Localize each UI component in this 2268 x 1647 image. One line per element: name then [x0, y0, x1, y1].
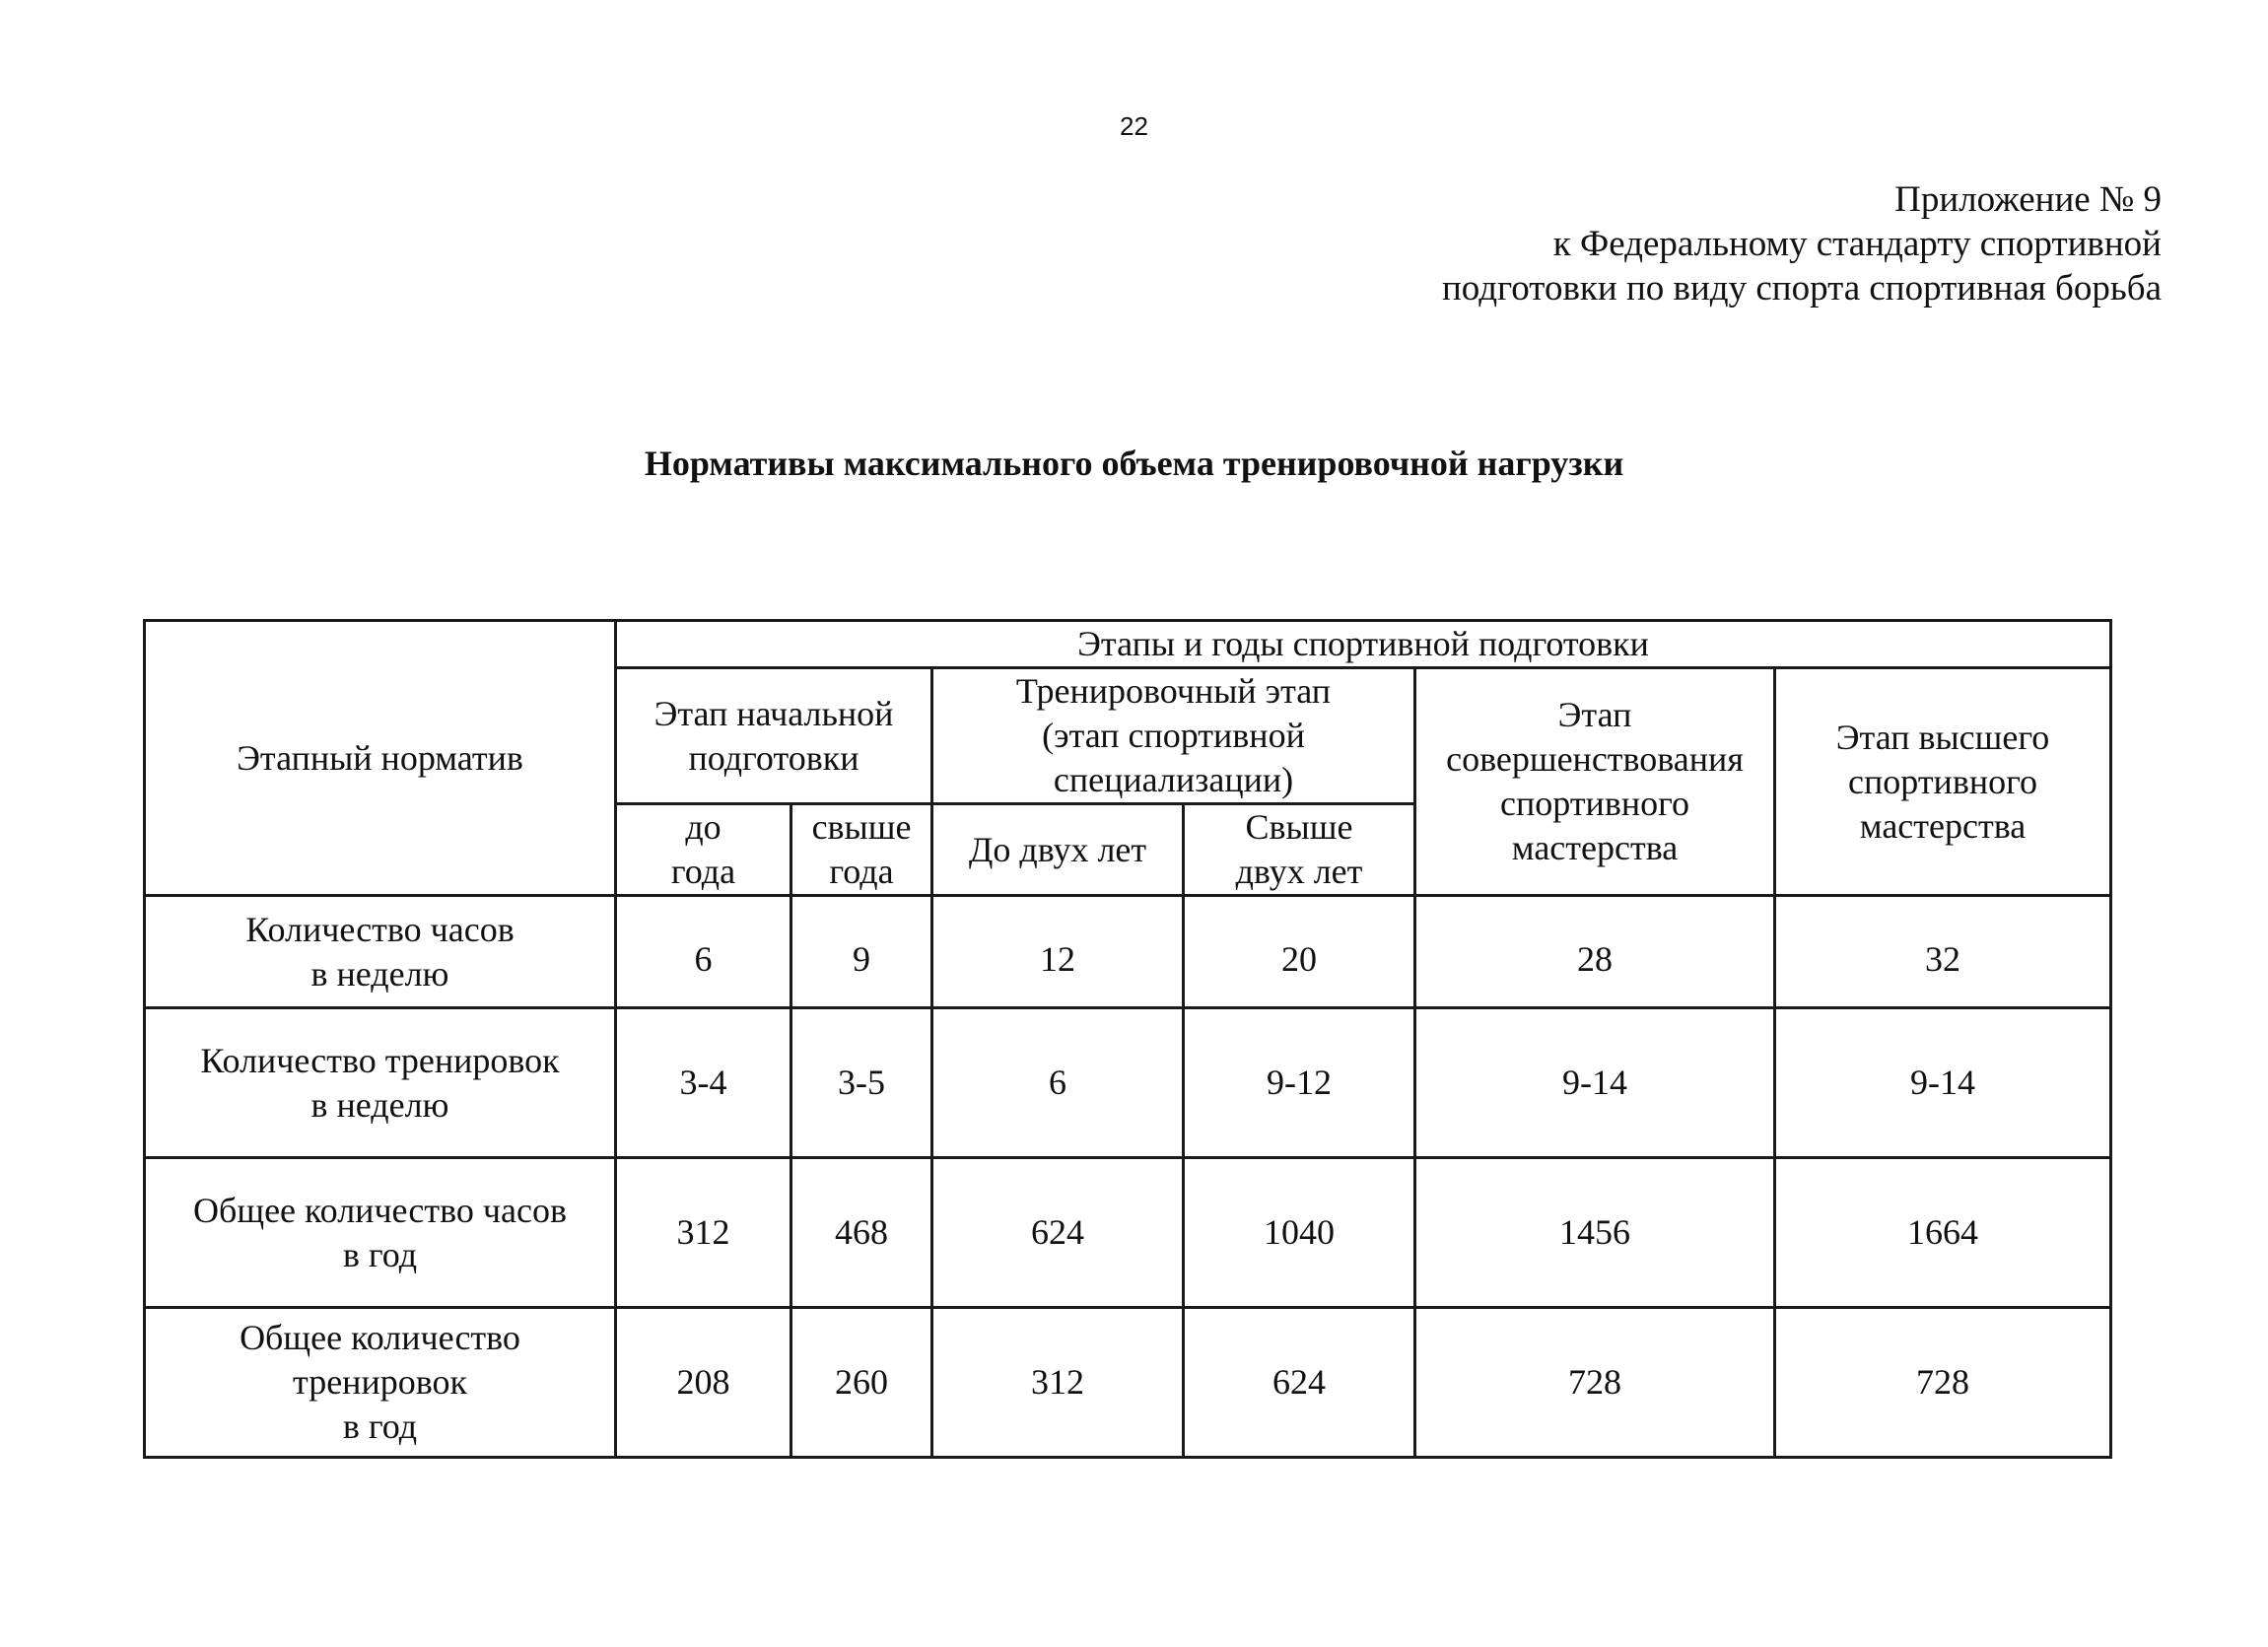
- appendix-line-2: к Федеральному стандарту спортивной: [1552, 224, 2162, 264]
- norms-table: [143, 619, 2112, 1459]
- table-cell: 3-4: [616, 1008, 791, 1158]
- table-cell: 728: [1415, 1308, 1775, 1458]
- header-up-to-two-years: До двух лет: [932, 804, 1184, 896]
- table-cell: 6: [932, 1008, 1184, 1158]
- row-label: Количество тренировок в неделю: [145, 1008, 616, 1158]
- header-improvement-stage: Этап совершенствования спортивного мастерства: [1415, 668, 1775, 896]
- header-stage-norm: Этапный норматив: [145, 621, 616, 896]
- document-title: Нормативы максимального объема тренировочной нагрузки: [644, 444, 1624, 483]
- header-up-to-year: до года: [616, 804, 791, 896]
- row-label: Общее количество часов в год: [145, 1158, 616, 1308]
- table-cell: 728: [1775, 1308, 2111, 1458]
- table-cell: 468: [791, 1158, 932, 1308]
- table-cell: 624: [1184, 1308, 1415, 1458]
- appendix-line-3: подготовки по виду спорта спортивная борьба: [1441, 268, 2162, 309]
- table-cell: 9-14: [1415, 1008, 1775, 1158]
- header-higher-mastery-stage: Этап высшего спортивного мастерства: [1775, 668, 2111, 896]
- table-cell: 1040: [1184, 1158, 1415, 1308]
- table-cell: 208: [616, 1308, 791, 1458]
- table-cell: 32: [1775, 896, 2111, 1008]
- table-cell: 624: [932, 1158, 1184, 1308]
- row-label: Количество часов в неделю: [145, 896, 616, 1008]
- table-cell: 20: [1184, 896, 1415, 1008]
- table-row: [145, 1008, 2111, 1158]
- header-stages-and-years: Этапы и годы спортивной подготовки: [616, 621, 2111, 668]
- table-cell: 260: [791, 1308, 932, 1458]
- table-cell: 1456: [1415, 1158, 1775, 1308]
- table-cell: 312: [932, 1308, 1184, 1458]
- table-cell: 9-14: [1775, 1008, 2111, 1158]
- table-cell: 9-12: [1184, 1008, 1415, 1158]
- table-row: [145, 1308, 2111, 1458]
- table-row: [145, 1158, 2111, 1308]
- table-cell: 12: [932, 896, 1184, 1008]
- appendix-block: [1442, 177, 2162, 310]
- header-initial-stage: Этап начальной подготовки: [616, 668, 932, 804]
- appendix-line-1: Приложение № 9: [1894, 179, 2162, 220]
- table-row: [145, 896, 2111, 1008]
- page-number: 22: [1120, 111, 1148, 141]
- table-cell: 28: [1415, 896, 1775, 1008]
- table-cell: 9: [791, 896, 932, 1008]
- header-over-two-years: Свыше двух лет: [1184, 804, 1415, 896]
- table-cell: 312: [616, 1158, 791, 1308]
- table-cell: 1664: [1775, 1158, 2111, 1308]
- header-over-year: свыше года: [791, 804, 932, 896]
- table-cell: 3-5: [791, 1008, 932, 1158]
- table-cell: 6: [616, 896, 791, 1008]
- header-training-stage: Тренировочный этап (этап спортивной специализации): [932, 668, 1415, 804]
- row-label: Общее количество тренировок в год: [145, 1308, 616, 1458]
